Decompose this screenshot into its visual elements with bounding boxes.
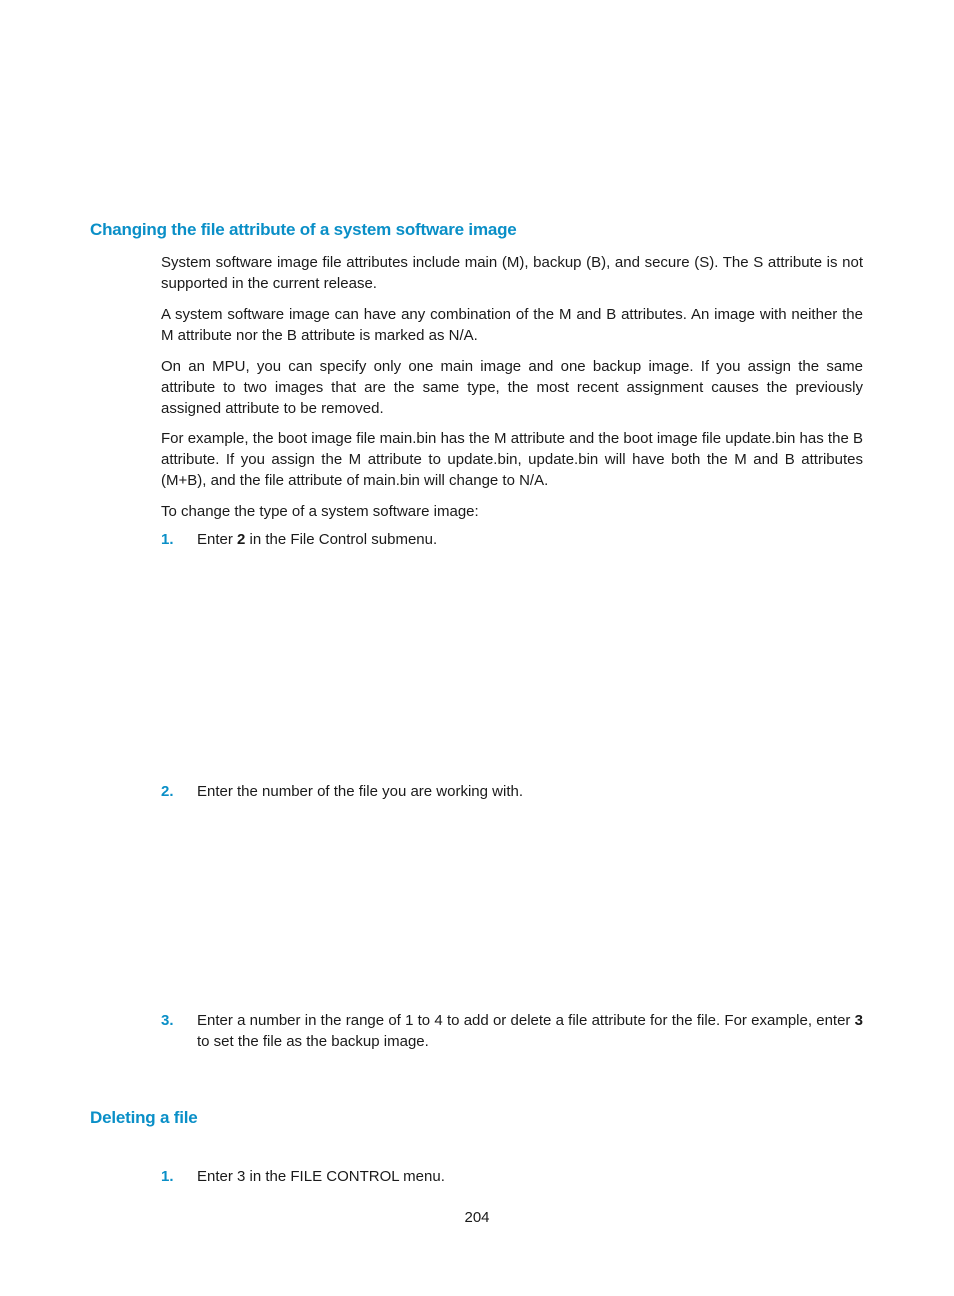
delete-step-1 bbox=[161, 1166, 863, 1187]
step-3 bbox=[161, 1010, 863, 1052]
step-number: 1. bbox=[161, 1168, 174, 1185]
step-text: Enter the number of the file you are working with. bbox=[197, 783, 524, 800]
step-text: Enter a number in the range of 1 to 4 to add or delete a file attribute for the file. For example, enter 3 to set the file as the backup image. bbox=[197, 1012, 863, 1050]
step-key-value: 2 bbox=[237, 531, 246, 548]
paragraph-procedure-intro: To change the type of a system software image: bbox=[161, 503, 479, 520]
paragraph-attribute-combination: A system software image can have any combination of the M and B attributes. An image with neither the M attribute nor the B attribute is marked as N/A. bbox=[161, 306, 863, 344]
paragraph-attributes-intro: System software image file attributes include main (M), backup (B), and secure (S). The S attribute is not supported in the current release. bbox=[161, 254, 863, 292]
step-number: 3. bbox=[161, 1012, 174, 1029]
paragraph-example: For example, the boot image file main.bin has the M attribute and the boot image file update.bin has the B attribute. If you assign the M attribute to update.bin, update.bin will have both the M and B attributes (M+B), and the file attribute of main.bin will change to N/A. bbox=[161, 430, 863, 489]
step-key-value: 3 bbox=[854, 1012, 863, 1029]
section-heading-deleting-file: Deleting a file bbox=[90, 1108, 198, 1127]
step-2 bbox=[161, 781, 863, 802]
step-text: Enter 2 in the File Control submenu. bbox=[197, 531, 438, 548]
step-number: 1. bbox=[161, 531, 174, 548]
section-heading-file-attribute: Changing the file attribute of a system software image bbox=[90, 220, 517, 239]
step-number: 2. bbox=[161, 783, 174, 800]
page-number: 204 bbox=[464, 1209, 490, 1226]
paragraph-mpu-images: On an MPU, you can specify only one main image and one backup image. If you assign the same attribute to two images that are the same type, the most recent assignment causes the previously assigned attribute to be removed. bbox=[161, 358, 863, 417]
step-1 bbox=[161, 529, 863, 550]
step-text: Enter 3 in the FILE CONTROL menu. bbox=[197, 1168, 445, 1185]
